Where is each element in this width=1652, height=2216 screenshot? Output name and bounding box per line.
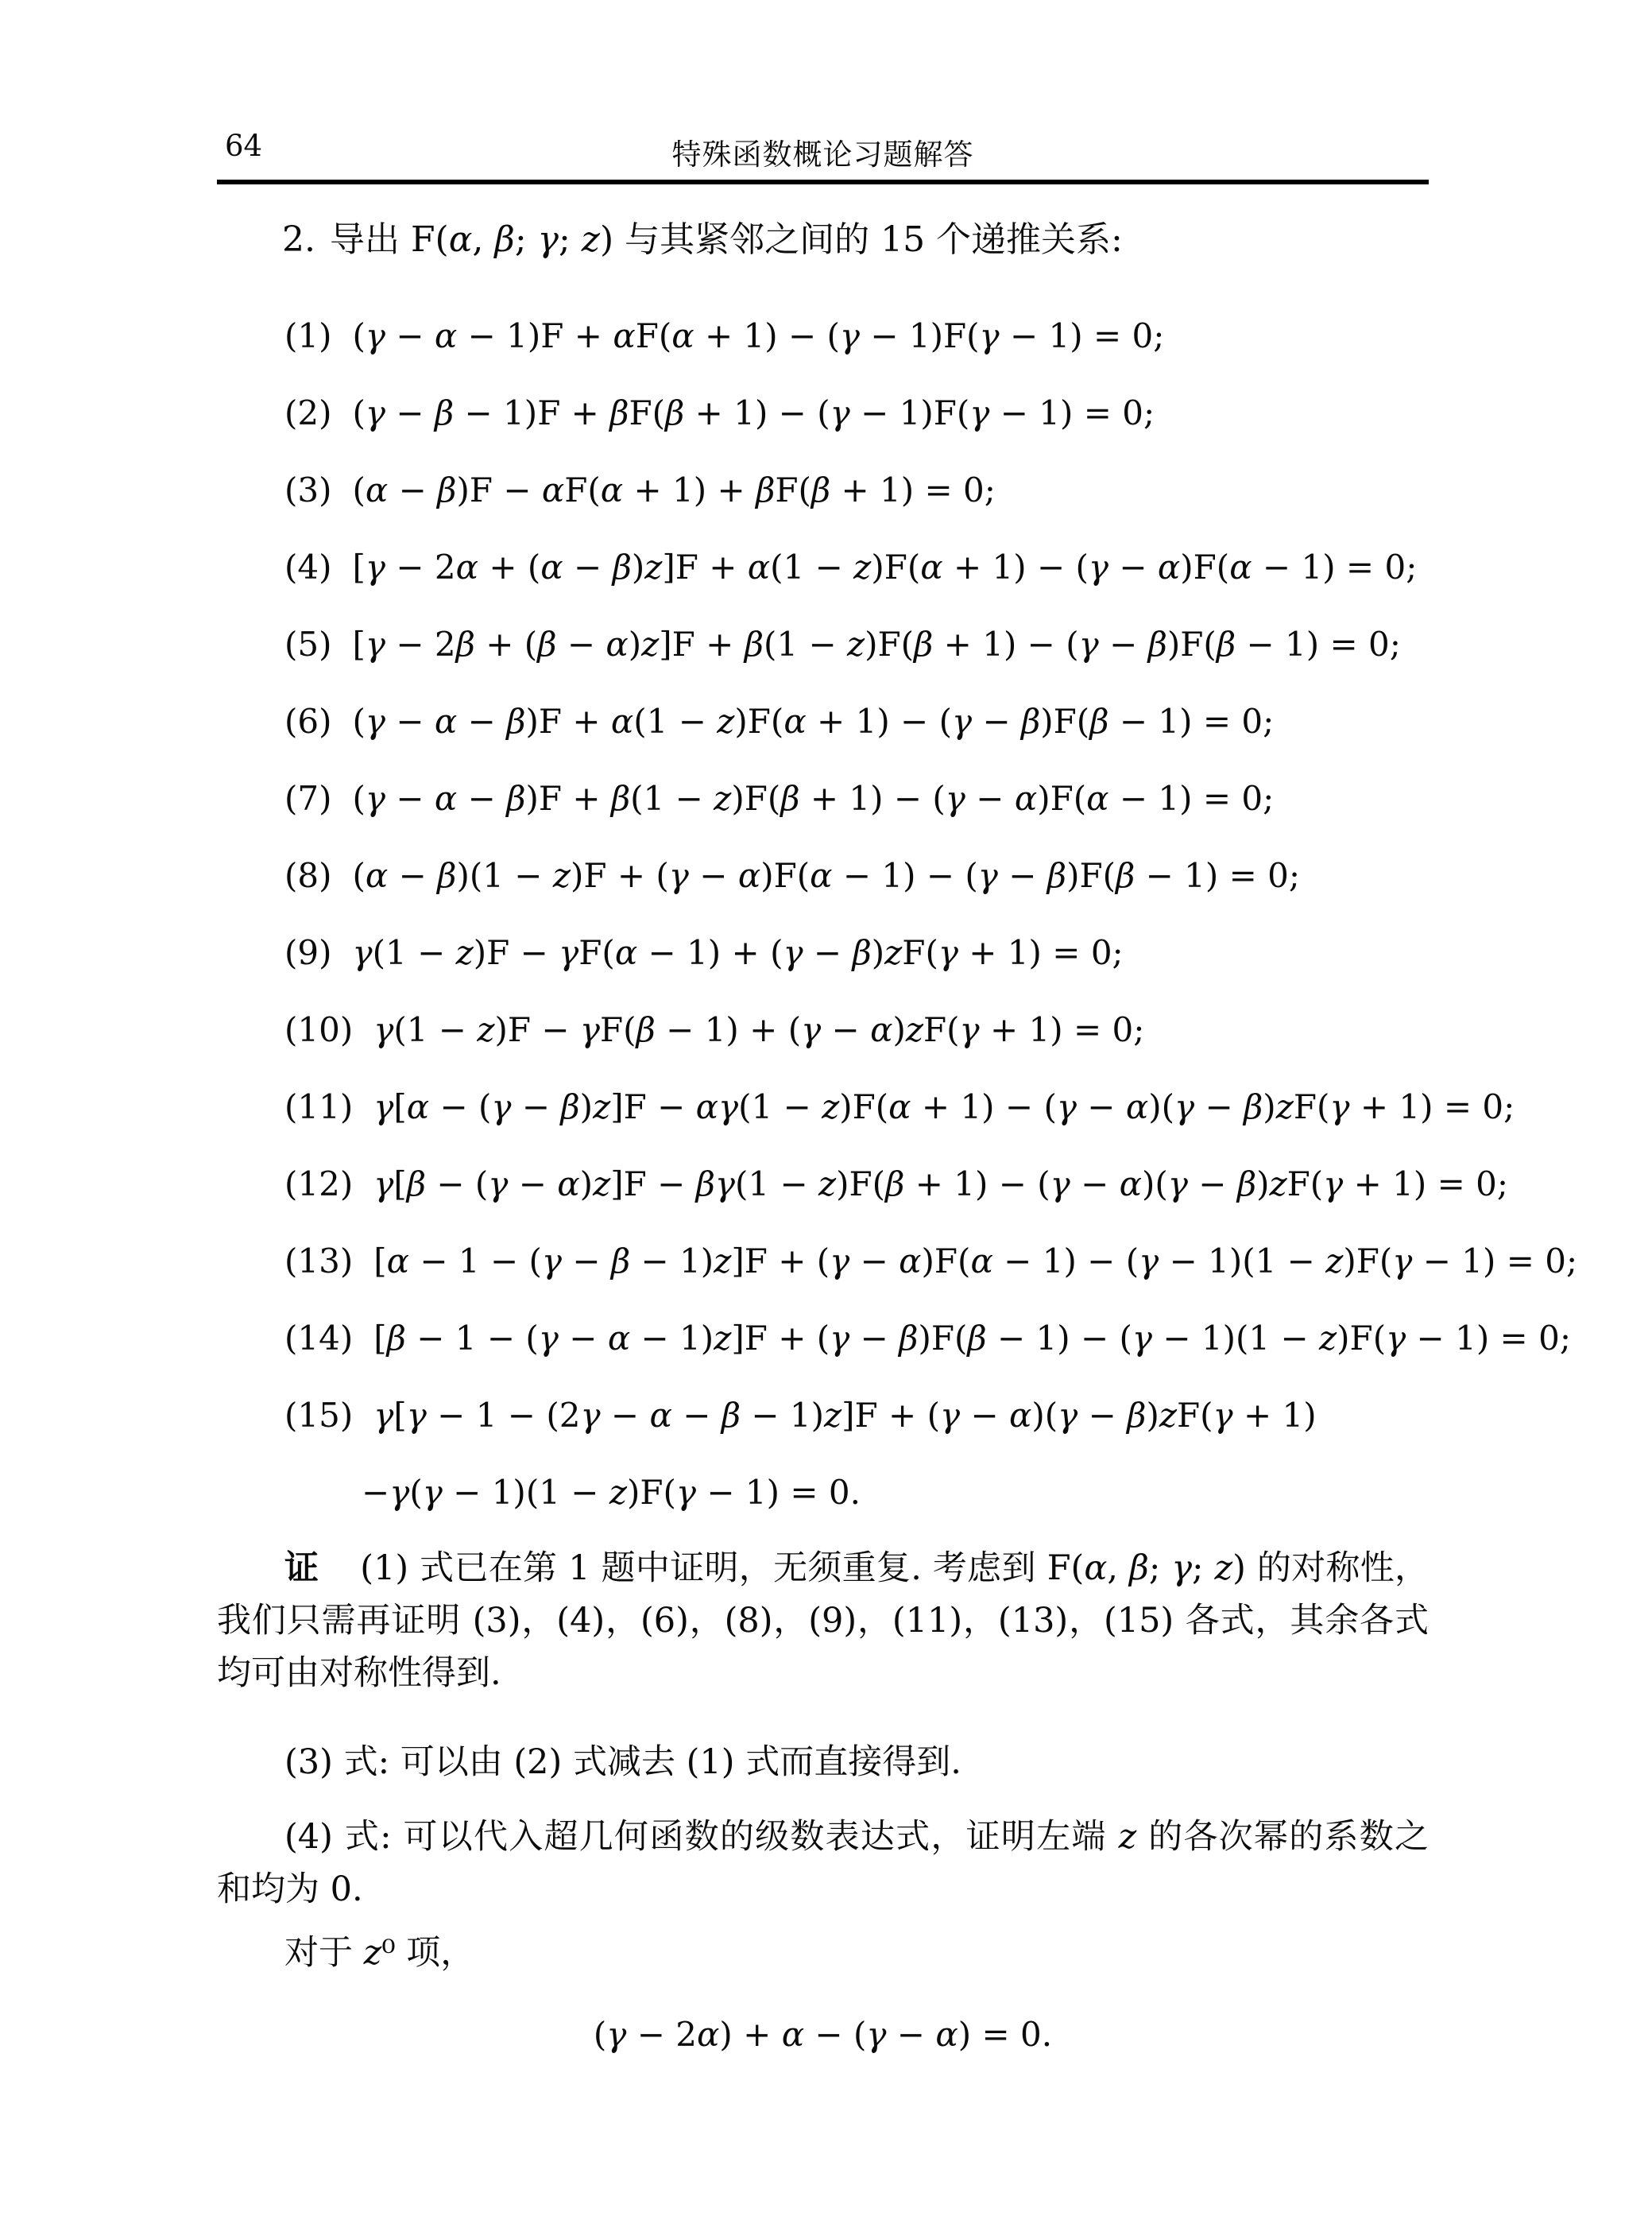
explanation-eq3-text: (3) 式: 可以由 (2) 式减去 (1) 式而直接得到. bbox=[284, 1742, 961, 1782]
equation-5 bbox=[217, 606, 1429, 683]
problem-intro-post: 与其紧邻之间的 15 个递推关系: bbox=[613, 219, 1123, 260]
equation-6-body: (γ − α − β)F + α(1 − z)F(α + 1) − (γ − β)F(β − 1) = 0; bbox=[352, 702, 1275, 741]
equation-7 bbox=[217, 760, 1429, 837]
equation-3 bbox=[217, 451, 1429, 529]
proof-label: 证 bbox=[284, 1548, 319, 1588]
equation-6 bbox=[217, 683, 1429, 760]
equation-2-body: (γ − β − 1)F + βF(β + 1) − (γ − 1)F(γ − 1) = 0; bbox=[352, 393, 1155, 432]
equation-5-body: [γ − 2β + (β − α)z]F + β(1 − z)F(β + 1) − (γ − β)F(β − 1) = 0; bbox=[352, 625, 1401, 664]
equation-14-body: [β − 1 − (γ − α − 1)z]F + (γ − β)F(β − 1) − (γ − 1)(1 − z)F(γ − 1) = 0; bbox=[373, 1319, 1571, 1358]
equation-6-number: (6) bbox=[284, 702, 332, 741]
equation-15-number: (15) bbox=[284, 1396, 354, 1435]
equation-9-number: (9) bbox=[284, 933, 332, 972]
z0-term-lead-in bbox=[217, 1927, 1429, 1979]
equation-1-body: (γ − α − 1)F + αF(α + 1) − (γ − 1)F(γ − 1) = 0; bbox=[352, 316, 1165, 355]
equation-12 bbox=[217, 1145, 1509, 1222]
problem-number: 2. bbox=[282, 219, 315, 260]
equation-8 bbox=[217, 837, 1429, 914]
equation-15-body: γ[γ − 1 − (2γ − α − β − 1)z]F + (γ − α)(γ − β)zF(γ + 1) bbox=[373, 1396, 1317, 1435]
equation-1-number: (1) bbox=[284, 316, 332, 355]
proof-paragraph bbox=[217, 1542, 1429, 1699]
problem-intro-pre: 导出 bbox=[329, 219, 411, 260]
equation-7-body: (γ − α − β)F + β(1 − z)F(β + 1) − (γ − α)F(α − 1) = 0; bbox=[352, 779, 1275, 818]
equation-13 bbox=[217, 1222, 1578, 1300]
equation-14-number: (14) bbox=[284, 1319, 354, 1358]
equation-4-number: (4) bbox=[284, 548, 332, 587]
equation-1 bbox=[217, 297, 1429, 374]
hypergeometric-function-notation: F(α, β; γ; z) bbox=[410, 219, 614, 260]
equation-14 bbox=[217, 1300, 1571, 1377]
equation-11-body: γ[α − (γ − β)z]F − αγ(1 − z)F(α + 1) − (γ − α)(γ − β)zF(γ + 1) = 0; bbox=[373, 1087, 1515, 1126]
equation-13-number: (13) bbox=[284, 1242, 354, 1280]
proof-text: (1) 式已在第 1 题中证明，无须重复. 考虑到 F(α, β; γ; z) 的对称性，我们只需再证明 (3)，(4)，(6)，(8)，(9)，(11)，(13)，(15) 各式，其余各式均可由对称性得到. bbox=[217, 1548, 1430, 1693]
equation-9-body: γ(1 − z)F − γF(α − 1) + (γ − β)zF(γ + 1) = 0; bbox=[352, 933, 1124, 972]
z0-term-lead-in-text: 对于 z⁰ 项， bbox=[284, 1933, 475, 1973]
equation-8-body: (α − β)(1 − z)F + (γ − α)F(α − 1) − (γ − β)F(β − 1) = 0; bbox=[352, 856, 1301, 895]
equation-11-number: (11) bbox=[284, 1087, 354, 1126]
equation-11 bbox=[217, 1068, 1515, 1145]
equation-12-number: (12) bbox=[284, 1164, 354, 1203]
equation-12-body: γ[β − (γ − α)z]F − βγ(1 − z)F(β + 1) − (γ − α)(γ − β)zF(γ + 1) = 0; bbox=[373, 1164, 1509, 1203]
equation-4-body: [γ − 2α + (α − β)z]F + α(1 − z)F(α + 1) − (γ − α)F(α − 1) = 0; bbox=[352, 548, 1418, 587]
running-head-title: 特殊函数概论习题解答 bbox=[671, 138, 974, 172]
final-equation-body: (γ − 2α) + α − (γ − α) = 0. bbox=[593, 2015, 1053, 2054]
page-header bbox=[217, 129, 1429, 172]
equation-13-body: [α − 1 − (γ − β − 1)z]F + (γ − α)F(α − 1) − (γ − 1)(1 − z)F(γ − 1) = 0; bbox=[373, 1242, 1578, 1280]
equation-10-number: (10) bbox=[284, 1010, 354, 1049]
equation-9 bbox=[217, 914, 1429, 991]
equation-5-number: (5) bbox=[284, 625, 332, 664]
final-equation bbox=[217, 2011, 1429, 2059]
equation-3-body: (α − β)F − αF(α + 1) + βF(β + 1) = 0; bbox=[352, 471, 996, 509]
equation-8-number: (8) bbox=[284, 856, 332, 895]
equation-10 bbox=[217, 991, 1429, 1068]
header-rule bbox=[217, 180, 1429, 184]
explanation-eq4-text: (4) 式: 可以代入超几何函数的级数表达式，证明左端 z 的各次幂的系数之和均为 0. bbox=[217, 1817, 1430, 1909]
equation-15-continuation-body: −γ(γ − 1)(1 − z)F(γ − 1) = 0. bbox=[362, 1473, 861, 1512]
recurrence-relations-list bbox=[217, 297, 1578, 1531]
equation-3-number: (3) bbox=[284, 471, 332, 509]
equation-15-continuation bbox=[217, 1454, 1429, 1531]
problem-statement bbox=[217, 219, 1429, 261]
equation-4 bbox=[217, 529, 1429, 606]
equation-2-number: (2) bbox=[284, 393, 332, 432]
explanation-eq3 bbox=[217, 1736, 1429, 1788]
explanation-eq4 bbox=[217, 1811, 1429, 1916]
equation-2 bbox=[217, 374, 1429, 451]
equation-7-number: (7) bbox=[284, 779, 332, 818]
equation-15 bbox=[217, 1377, 1429, 1454]
page-number: 64 bbox=[225, 129, 263, 163]
equation-10-body: γ(1 − z)F − γF(β − 1) + (γ − α)zF(γ + 1) = 0; bbox=[373, 1010, 1145, 1049]
